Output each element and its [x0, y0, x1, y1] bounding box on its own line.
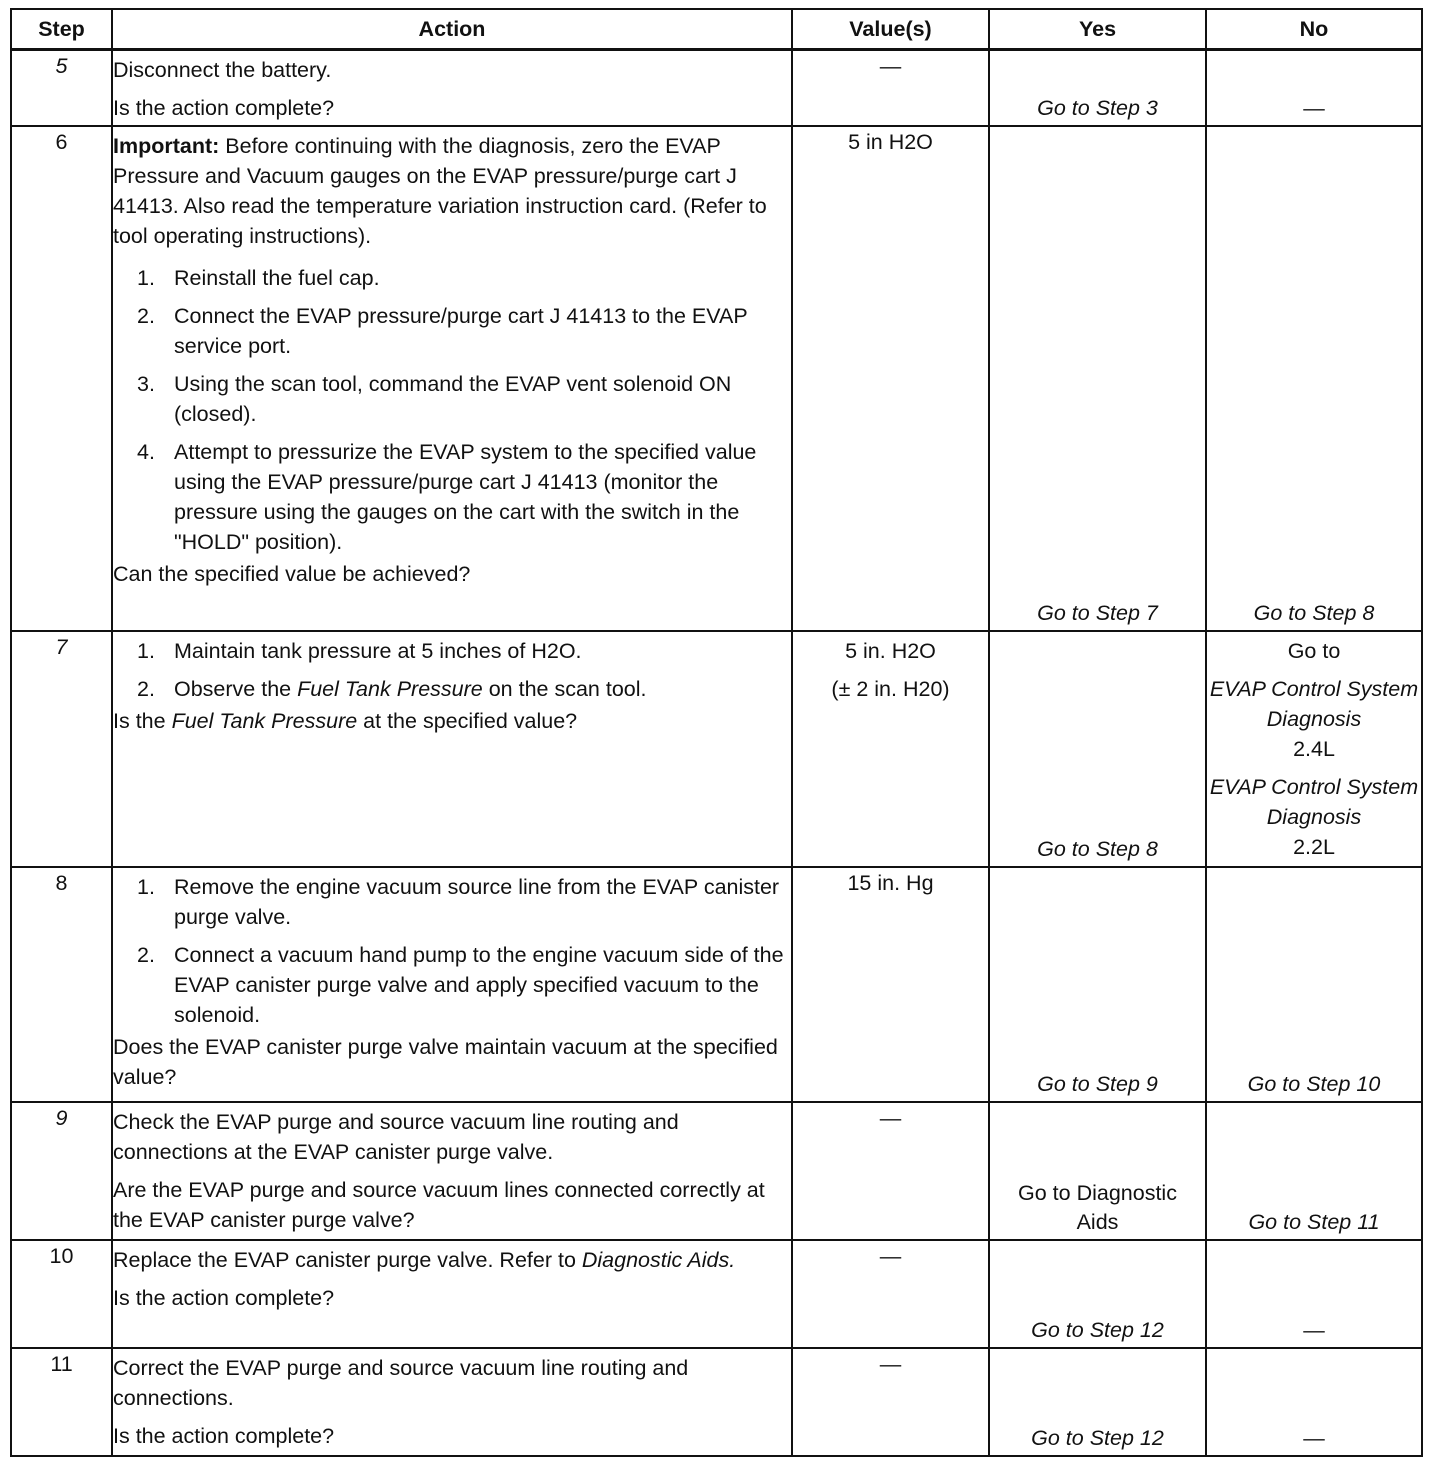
table-row	[11, 50, 1422, 126]
value-line: 5 in. H2O	[845, 638, 936, 663]
list-text: Remove the engine vacuum source line from the EVAP canister purge valve.	[174, 874, 780, 929]
no-link-suffix: 2.4L	[1293, 736, 1335, 761]
action-cell	[112, 50, 792, 126]
yes-result: Go to Diagnostic Aids	[1018, 1180, 1177, 1234]
yes-cell	[989, 50, 1206, 126]
value-cell: —	[792, 1240, 989, 1348]
action-question: Does the EVAP canister purge valve maintain vacuum at the specified value?	[113, 1034, 778, 1089]
value-cell	[792, 631, 989, 867]
important-note	[113, 131, 791, 251]
table-row	[11, 867, 1422, 1102]
yes-cell	[989, 631, 1206, 867]
action-text-main: Replace the EVAP canister purge valve. Refer to	[113, 1247, 582, 1272]
action-text	[113, 1245, 791, 1275]
action-text: Disconnect the battery.	[113, 58, 332, 82]
value-cell: —	[792, 1102, 989, 1240]
no-link[interactable]: EVAP Control System Diagnosis	[1209, 676, 1419, 731]
list-text: Attempt to pressurize the EVAP system to the specified value using the EVAP pressure/purge cart J 41413 (monitor the pressure using the gauges on the cart with the switch in the "HOLD" position).	[174, 439, 757, 554]
header-step: Step	[11, 9, 112, 50]
list-number: 2.	[137, 676, 155, 701]
no-result: Go to Step 10	[1247, 1071, 1381, 1096]
action-text-link[interactable]: Diagnostic Aids.	[581, 1247, 736, 1272]
list-text-post: on the scan tool.	[482, 676, 647, 701]
action-list	[113, 636, 791, 704]
question-post: at the specified value?	[357, 708, 578, 733]
yes-result: Go to Step 12	[1031, 1317, 1164, 1342]
question-em: Fuel Tank Pressure	[171, 708, 358, 733]
yes-result: Go to Step 9	[1037, 1071, 1158, 1096]
yes-result: Go to Step 8	[1037, 836, 1158, 861]
action-question: Is the action complete?	[113, 1423, 335, 1448]
question-pre: Is the	[113, 708, 172, 733]
action-text: Check the EVAP purge and source vacuum line routing and connections at the EVAP canister purge valve.	[113, 1109, 679, 1164]
list-number: 1.	[137, 638, 155, 663]
no-result: —	[1303, 1425, 1325, 1450]
yes-cell	[989, 1240, 1206, 1348]
value-line: (± 2 in. H20)	[831, 676, 950, 701]
diagnostic-table	[10, 8, 1423, 1457]
list-item	[113, 369, 791, 429]
value-cell: —	[792, 1348, 989, 1456]
step-number: 10	[11, 1240, 112, 1348]
list-text: Maintain tank pressure at 5 inches of H2O.	[174, 638, 582, 663]
step-number: 9	[11, 1102, 112, 1240]
list-item	[113, 940, 791, 1030]
no-cell	[1206, 1348, 1422, 1456]
action-cell	[112, 1240, 792, 1348]
action-question: Can the specified value be achieved?	[113, 561, 471, 586]
list-number: 4.	[137, 439, 155, 464]
list-number: 1.	[137, 265, 155, 290]
action-question: Are the EVAP purge and source vacuum lines connected correctly at the EVAP canister purge valve?	[113, 1177, 765, 1232]
yes-cell	[989, 867, 1206, 1102]
table-row	[11, 1240, 1422, 1348]
step-number: 7	[11, 631, 112, 867]
value-cell: 5 in H2O	[792, 126, 989, 631]
step-number: 6	[11, 126, 112, 631]
action-question	[113, 706, 791, 736]
no-cell	[1206, 867, 1422, 1102]
table-row	[11, 1102, 1422, 1240]
action-cell	[112, 1102, 792, 1240]
yes-result: Go to Step 7	[1037, 600, 1158, 625]
important-label: Important:	[113, 133, 220, 158]
table-row	[11, 631, 1422, 867]
list-text-pre: Observe the	[174, 676, 298, 701]
header-action: Action	[112, 9, 792, 50]
header-yes: Yes	[989, 9, 1206, 50]
action-cell	[112, 867, 792, 1102]
yes-cell	[989, 1348, 1206, 1456]
action-list	[113, 263, 791, 557]
table-row	[11, 1348, 1422, 1456]
no-result: Go to Step 11	[1248, 1209, 1380, 1234]
list-text: Connect a vacuum hand pump to the engine vacuum side of the EVAP canister purge valve and apply specified vacuum to the solenoid.	[174, 942, 784, 1027]
value-cell: —	[792, 50, 989, 126]
important-text: Before continuing with the diagnosis, zero the EVAP Pressure and Vacuum gauges on the EVAP pressure/purge cart J 41413. Also read the temperature variation instruction card. (Refer to tool operating instructions).	[113, 133, 767, 248]
list-number: 3.	[137, 371, 155, 396]
action-cell	[112, 631, 792, 867]
action-question: Is the action complete?	[113, 96, 335, 120]
yes-result: Go to Step 3	[1037, 95, 1158, 120]
action-cell	[112, 1348, 792, 1456]
list-item	[113, 437, 791, 557]
yes-cell	[989, 126, 1206, 631]
yes-result: Go to Step 12	[1031, 1425, 1164, 1450]
list-item	[113, 301, 791, 361]
no-cell	[1206, 50, 1422, 126]
no-result: —	[1303, 1317, 1325, 1342]
list-item	[113, 636, 791, 666]
no-cell	[1206, 631, 1422, 867]
header-values: Value(s)	[792, 9, 989, 50]
action-question: Is the action complete?	[113, 1285, 335, 1310]
list-item	[113, 872, 791, 932]
no-link[interactable]: EVAP Control System Diagnosis	[1209, 774, 1419, 829]
action-text: Correct the EVAP purge and source vacuum line routing and connections.	[113, 1355, 689, 1410]
step-number: 5	[11, 50, 112, 126]
list-number: 2.	[137, 942, 155, 967]
no-link-suffix: 2.2L	[1293, 834, 1335, 859]
table-row	[11, 126, 1422, 631]
action-list	[113, 872, 791, 1030]
header-row	[11, 9, 1422, 50]
list-item	[113, 674, 791, 704]
no-result: Go to Step 8	[1253, 600, 1375, 625]
list-number: 1.	[137, 874, 155, 899]
header-no: No	[1206, 9, 1422, 50]
no-cell	[1206, 1102, 1422, 1240]
step-number: 11	[11, 1348, 112, 1456]
action-cell	[112, 126, 792, 631]
list-text: Using the scan tool, command the EVAP vent solenoid ON (closed).	[174, 371, 732, 426]
list-text: Reinstall the fuel cap.	[174, 265, 380, 290]
list-number: 2.	[137, 303, 155, 328]
no-cell	[1206, 126, 1422, 631]
list-text: Connect the EVAP pressure/purge cart J 41413 to the EVAP service port.	[174, 303, 748, 358]
no-cell	[1206, 1240, 1422, 1348]
no-goto: Go to	[1287, 638, 1341, 663]
no-result: —	[1303, 95, 1325, 120]
no-result	[1207, 632, 1421, 862]
step-number: 8	[11, 867, 112, 1102]
list-item	[113, 263, 791, 293]
yes-cell	[989, 1102, 1206, 1240]
list-text-em: Fuel Tank Pressure	[297, 676, 483, 701]
value-cell: 15 in. Hg	[792, 867, 989, 1102]
